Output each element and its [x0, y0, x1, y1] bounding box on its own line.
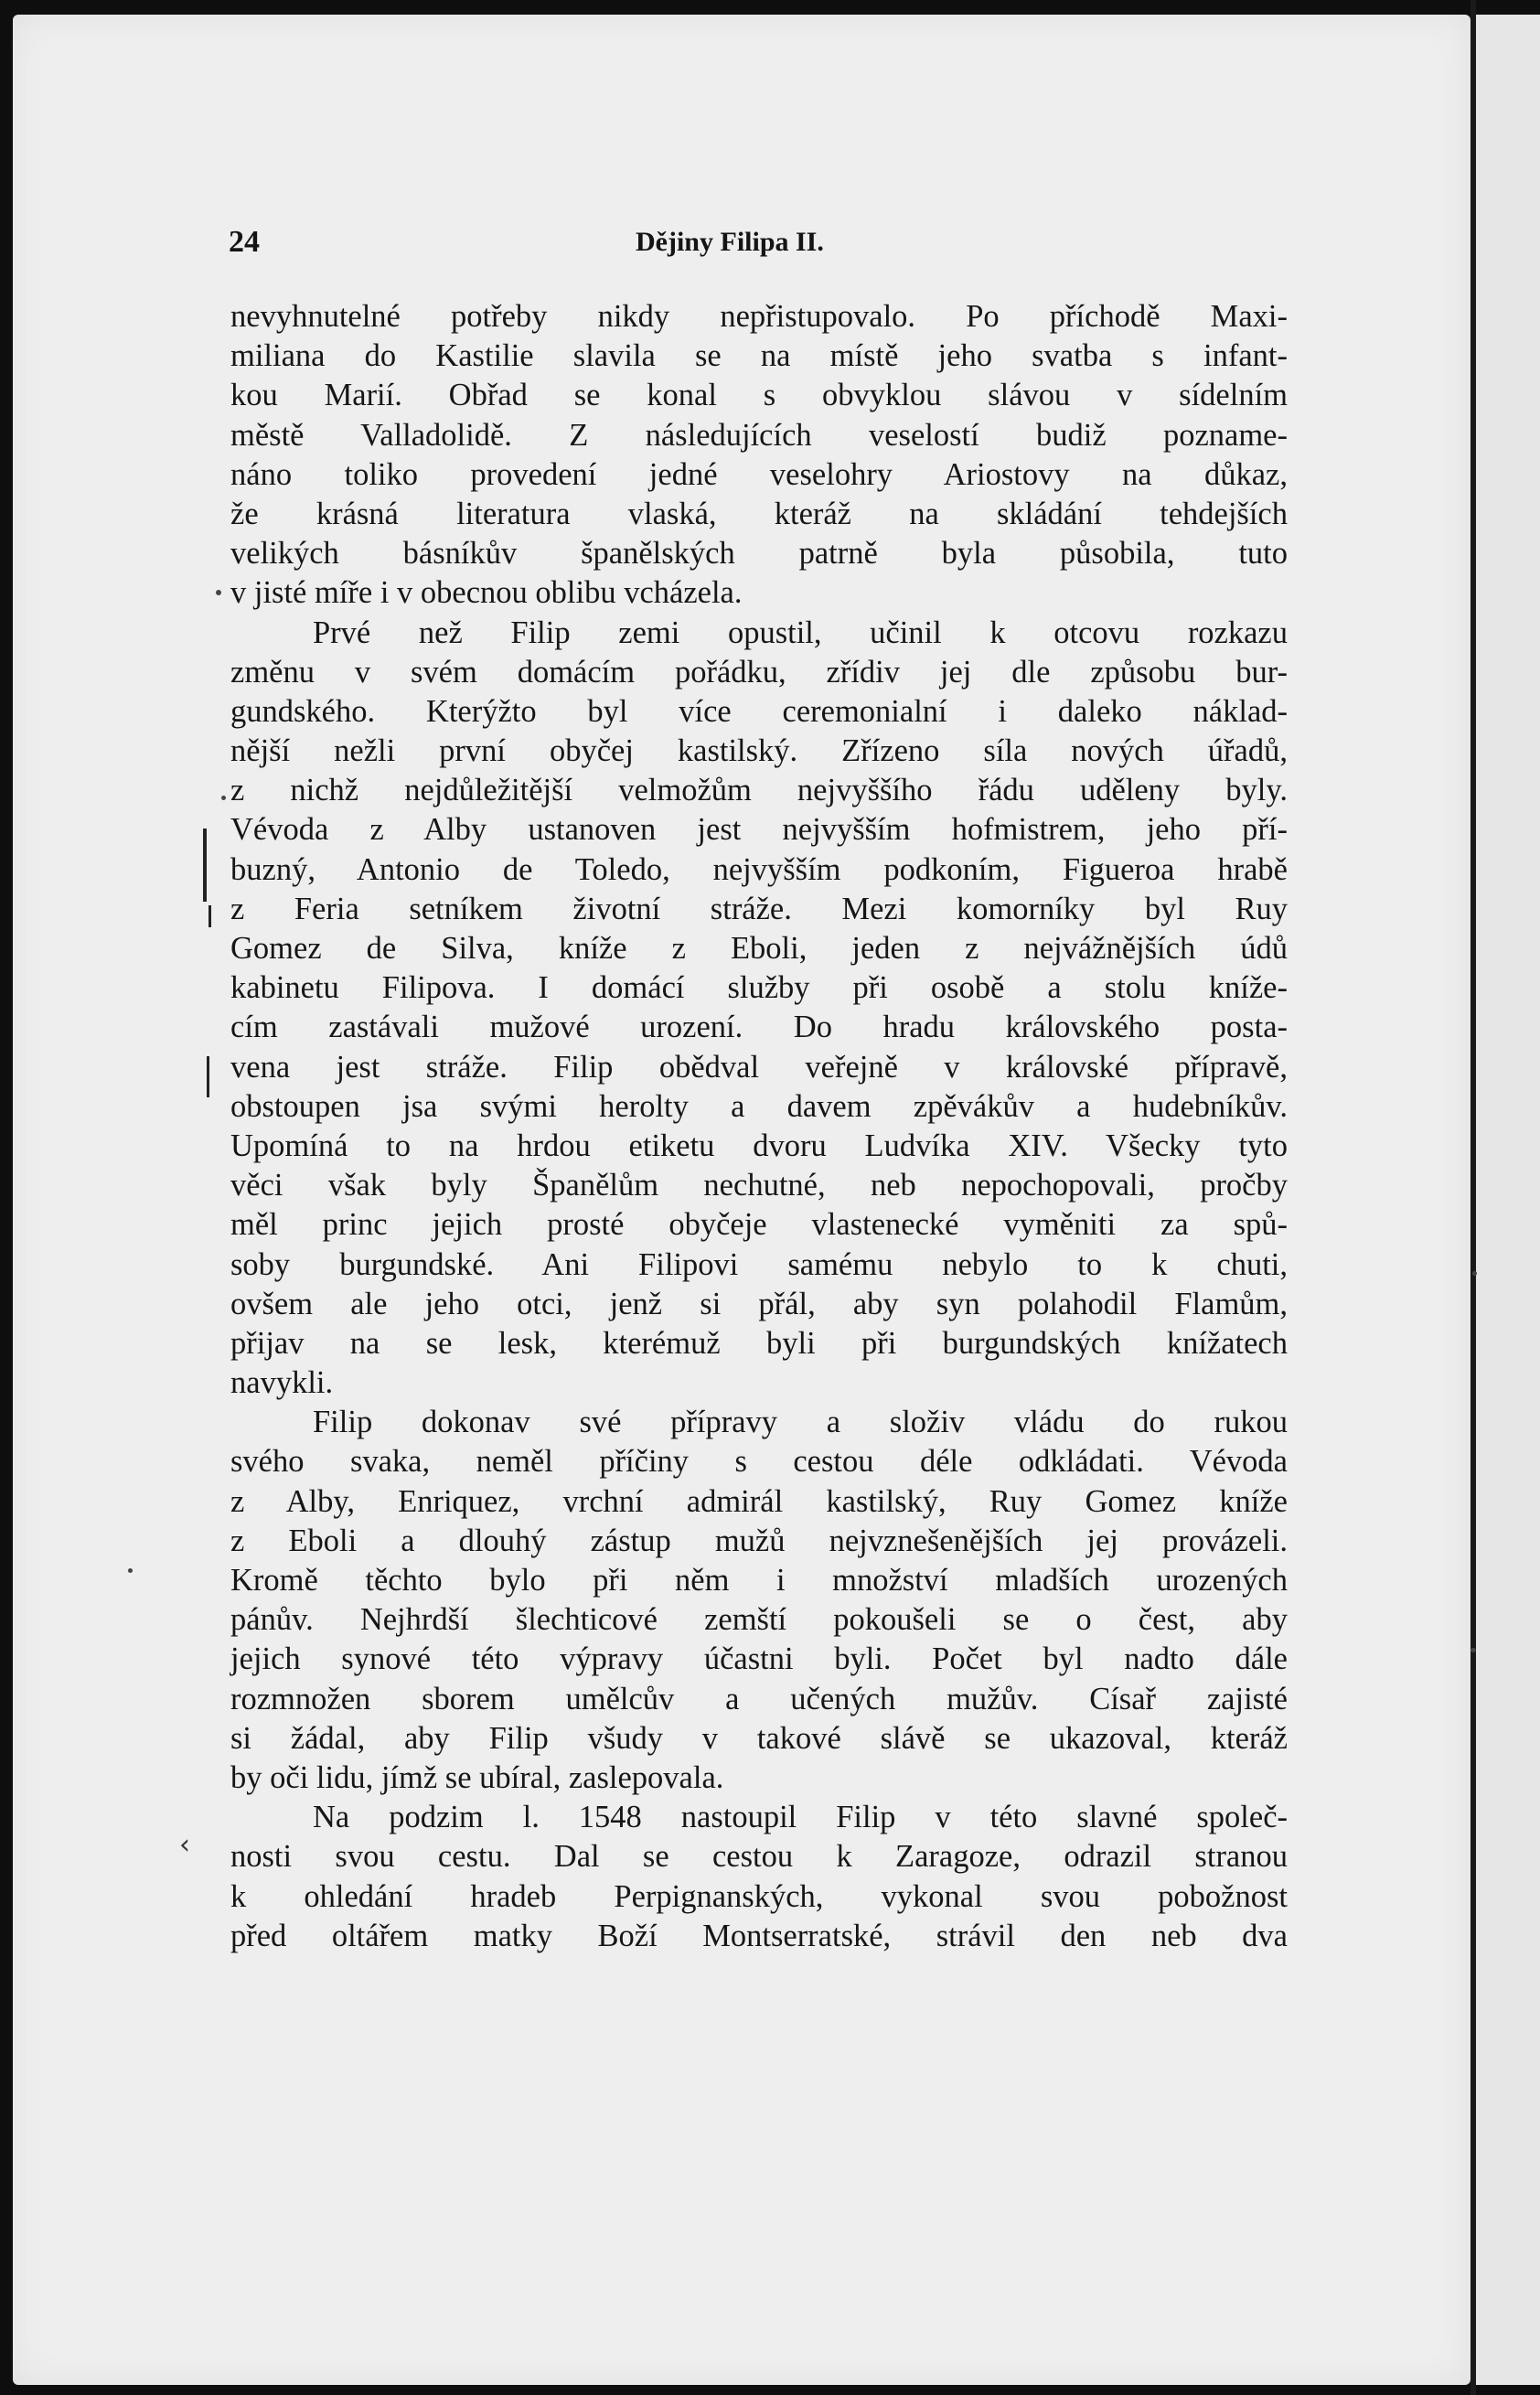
- text-line: měl princ jejich prosté obyčeje vlastenecké vyměniti za spů-: [230, 1207, 1288, 1243]
- text-line: městě Valladolidě. Z následujících veselostí budiž poznamе-: [230, 417, 1288, 453]
- margin-dot: [128, 1568, 133, 1573]
- text-line: vena jest stráže. Filip obědval veřejně v královské přípravě,: [230, 1049, 1288, 1085]
- next-page-border: [1473, 0, 1476, 2395]
- margin-dot: [221, 796, 226, 800]
- margin-mark: [207, 1056, 209, 1097]
- text-line: z Alby, Enriquez, vrchní admirál kastilský, Ruy Gomez kníže: [230, 1483, 1288, 1519]
- text-line: z nichž nejdůležitější velmožům nejvyššího řádu uděleny byly.: [230, 773, 1288, 808]
- text-line: věci však byly Španělům nechutné, neb nepochopovali, pročby: [230, 1168, 1288, 1203]
- margin-dot: [1472, 1271, 1477, 1276]
- text-line: přijav na se lesk, kterémuž byli při burgundských knížatech: [230, 1325, 1288, 1361]
- text-line: k ohledání hradeb Perpignanských, vykonal svou pobožnost: [230, 1878, 1288, 1914]
- text-line: z Eboli a dlouhý zástup mužů nejvznešenějších jej provázeli.: [230, 1523, 1288, 1558]
- text-line: že krásná literatura vlaská, kteráž na skládání tehdejších: [230, 496, 1288, 531]
- text-line: soby burgundské. Ani Filipovi samému nebylo to k chuti,: [230, 1246, 1288, 1282]
- running-title: Dějiny Filipa II.: [636, 227, 824, 257]
- margin-mark: [203, 829, 207, 902]
- text-line: miliana do Kastilie slavila se na místě jeho svatba s infant-: [230, 338, 1288, 374]
- text-line: Upomíná to na hrdou etiketu dvoru Ludvíka XIV. Všecky tyto: [230, 1128, 1288, 1163]
- text-line: kabinetu Filipova. I domácí služby při osobě a stolu kníže-: [230, 970, 1288, 1006]
- text-line: nevyhnutelné potřeby nikdy nepřistupovalo. Po příchodě Maxi-: [230, 299, 1288, 334]
- page-header: [229, 219, 1280, 265]
- text-line: náno toliko provedení jedné veselohry Ariostovy na důkaz,: [230, 456, 1288, 492]
- text-line: Prvé než Filip zemi opustil, učinil k otcovu rozkazu: [313, 615, 1288, 650]
- text-line: před oltářem matky Boží Montserratské, strávil den neb dva: [230, 1918, 1288, 1953]
- text-line: cím zastávali mužové urození. Do hradu královského posta-: [230, 1010, 1288, 1045]
- text-line: pánův. Nejhrdší šlechticové zemští pokoušeli se o čest, aby: [230, 1602, 1288, 1638]
- margin-mark: [209, 905, 211, 927]
- text-line: rozmnožen sborem umělcův a učených mužův. Císař zajisté: [230, 1681, 1288, 1716]
- text-line: si žádal, aby Filip všudy v takové slávě se ukazoval, kteráž: [230, 1720, 1288, 1756]
- margin-mark: ‹: [179, 1829, 190, 1861]
- next-page-edge: [1474, 15, 1540, 2385]
- text-line: ovšem ale jeho otci, jenž si přál, aby syn polahodil Flamům,: [230, 1286, 1288, 1321]
- text-line: navykli.: [230, 1365, 334, 1401]
- text-line: Na podzim l. 1548 nastoupil Filip v této slavné společ-: [313, 1800, 1288, 1835]
- text-line: Gomez de Silva, kníže z Eboli, jeden z nejvážnějších údů: [230, 931, 1288, 966]
- text-line: Kromě těchto bylo při něm i množství mladších urozených: [230, 1563, 1288, 1598]
- text-line: Vévoda z Alby ustanoven jest nejvyšším hofmistrem, jeho pří-: [230, 812, 1288, 848]
- text-line: z Feria setníkem životní stráže. Mezi komorníky byl Ruy: [230, 891, 1288, 926]
- margin-dot: [216, 590, 221, 595]
- text-line: gundského. Kterýžto byl více ceremonialní i daleko náklad-: [230, 693, 1288, 729]
- text-line: buzný, Antonio de Toledo, nejvyšším podkoním, Figueroa hrabě: [230, 851, 1288, 887]
- page-number: 24: [229, 225, 260, 259]
- text-line: nější nežli první obyčej kastilský. Zřízeno síla nových úřadů,: [230, 733, 1288, 769]
- text-line: změnu v svém domácím pořádku, zřídiv jej dle způsobu bur-: [230, 654, 1288, 690]
- text-line: jejich synové této výpravy účastni byli. Počet byl nadto dále: [230, 1641, 1288, 1677]
- body-text: [230, 297, 1288, 1956]
- text-line: v jisté míře i v obecnou oblibu vcházela.: [230, 575, 743, 611]
- margin-dot: [1470, 1648, 1476, 1652]
- text-line: nosti svou cestu. Dal se cestou k Zaragoze, odrazil stranou: [230, 1839, 1288, 1875]
- text-line: Filip dokonav své přípravy a složiv vládu do rukou: [313, 1405, 1288, 1440]
- text-line: kou Marií. Obřad se konal s obvyklou slávou v sídelním: [230, 378, 1288, 413]
- text-line: velikých básníkův španělských patrně byla působila, tuto: [230, 536, 1288, 572]
- text-line: by oči lidu, jímž se ubíral, zaslepovala.: [230, 1759, 724, 1795]
- text-line: svého svaka, neměl příčiny s cestou déle odkládati. Vévoda: [230, 1444, 1288, 1480]
- text-line: obstoupen jsa svými herolty a davem zpěvákův a hudebníkův.: [230, 1088, 1288, 1124]
